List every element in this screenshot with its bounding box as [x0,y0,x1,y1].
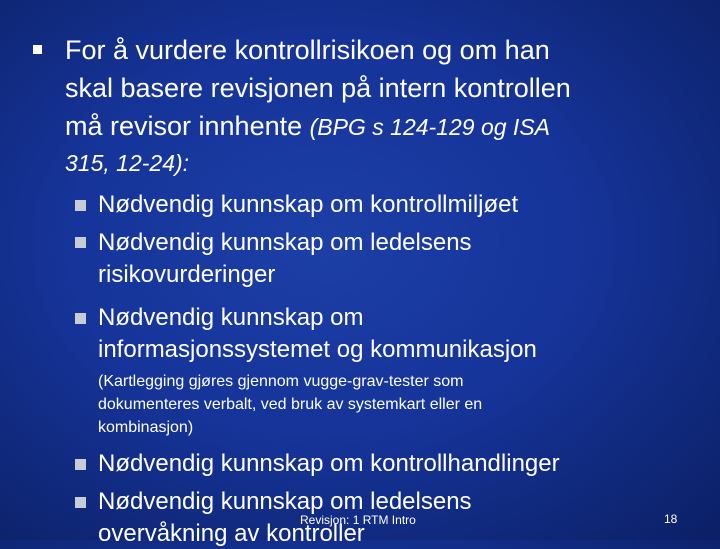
sub-item-2-line-1: Nødvendig kunnskap om ledelsens [98,229,472,256]
sub-bullet-icon [75,237,86,248]
note-line-1: (Kartlegging gjøres gjennom vugge-grav-tester som [98,373,464,390]
reference-text: (BPG s 124-129 og ISA [309,114,550,140]
page-number: 18 [664,512,678,526]
reference-text-continued: 315, 12-24): [65,150,190,176]
note-line-2: dokumenteres verbalt, ved bruk av systemkart eller en [98,396,483,413]
sub-item-2-line-2: risikovurderinger [98,261,276,288]
sub-bullet-icon [75,313,86,324]
main-bullet-icon [33,45,42,54]
main-bullet-line-2: skal basere revisjonen på intern kontrollen [65,73,571,103]
sub-item-4: Nødvendig kunnskap om kontrollhandlinger [98,450,560,477]
sub-item-5-line-1: Nødvendig kunnskap om ledelsens [98,488,472,515]
sub-item-1: Nødvendig kunnskap om kontrollmiljøet [98,191,519,218]
sub-bullet-icon [75,200,86,211]
main-bullet-line-3 [65,110,550,144]
sub-item-5-line-2: overvåkning av kontroller [98,520,365,547]
sub-bullet-icon [75,497,86,508]
footer-text: Revisjon: 1 RTM Intro [300,513,416,527]
sub-item-3-line-2: informasjonssystemet og kommunikasjon [98,336,537,363]
sub-item-3-line-1: Nødvendig kunnskap om [98,304,364,331]
note-line-3: kombinasjon) [98,419,194,436]
sub-bullet-icon [75,459,86,470]
main-bullet-line-3-text: må revisor innhente [65,111,303,141]
main-bullet-line-1: For å vurdere kontrollrisikoen og om han [65,35,550,65]
